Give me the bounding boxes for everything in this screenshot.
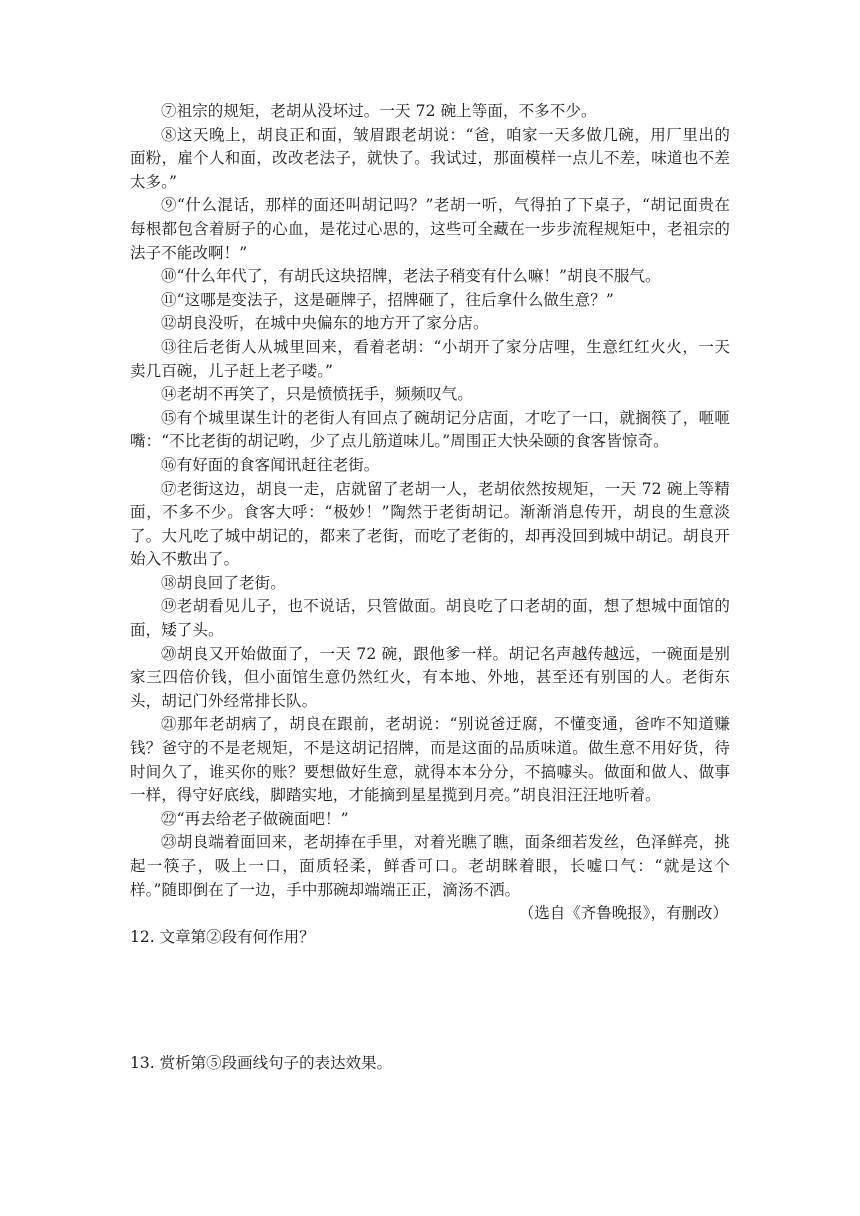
paragraph-14: ⑭老胡不再笑了，只是愤愤抚手，频频叹气。 [161,385,474,404]
paragraph-17: ⑰老街这边，胡良一走，店就留了老胡一人，老胡依然按规矩，一天 72 碗上等精面，不多不少。食客大呼：“极妙！”陶然于老街胡记。渐渐消息传开，胡良的生意淡了。大凡吃了城中胡记的，都来了老街，而吃了老街的，却再没回到城中胡记。胡良开始入不敷出了。 [130,479,730,569]
paragraph-20: ⑳胡良又开始做面了，一天 72 碗，跟他爹一样。胡记名声越传越远，一碗面是别家三四倍价钱，但小面馆生意仍然红火，有本地、外地，甚至还有别国的人。老街东头，胡记门外经常排长队。 [130,644,730,710]
paragraph-11: ⑪“这哪是变法子，这是砸牌子，招牌砸了，往后拿什么做生意？” [161,290,614,309]
paragraph-13: ⑬往后老街人从城里回来，看着老胡：“小胡开了家分店哩，生意红红火火，一天卖几百碗，儿子赶上老子喽。” [130,337,730,380]
story-excerpt [130,100,730,902]
paragraph-19: ⑲老胡看见儿子，也不说话，只管做面。胡良吃了口老胡的面，想了想城中面馆的面，矮了头。 [130,597,730,640]
paragraph-15: ⑮有个城里谋生计的老街人有回点了碗胡记分店面，才吃了一口，就搁筷了，咂咂嘴：“不比老街的胡记哟，少了点儿筋道味儿。”周围正大快朵颐的食客皆惊奇。 [130,408,730,451]
paragraph-9: ⑨“什么混话，那样的面还叫胡记吗？”老胡一听，气得拍了下桌子，“胡记面贵在每根都包含着厨子的心血，是花过心思的，这些可全藏在一步步流程规矩中，老祖宗的法子不能改啊！” [130,196,730,262]
paragraph-22: ㉒“再去给老子做碗面吧！” [161,809,349,828]
paragraph-7: ⑦祖宗的规矩，老胡从没坏过。一天 72 碗上等面，不多不少。 [161,102,597,120]
question-13: 13. 赏析第⑤段画线句子的表达效果。 [130,1054,393,1073]
answer-space-12 [130,949,730,1052]
paragraph-18: ⑱胡良回了老街。 [161,573,286,592]
paragraph-10: ⑩“什么年代了，有胡氏这块招牌，老法子稍变有什么嘛！”胡良不服气。 [161,267,661,286]
paragraph-23: ㉓胡良端着面回来，老胡捧在手里，对着光瞧了瞧，面条细若发丝，色泽鲜亮，挑起一筷子，吸上一口，面质轻柔，鲜香可口。老胡眯着眼，长嘘口气：“就是这个样。”随即倒在了一边，手中那碗却端端正正，滴汤不洒。 [130,833,730,899]
paragraph-21: ㉑那年老胡病了，胡良在跟前，老胡说：“别说爸迂腐，不懂变通，爸咋不知道赚钱？爸守的不是老规矩，不是这胡记招牌，而是这面的品质味道。做生意不用好货，待时间久了，谁买你的账？要想做好生意，就得本本分分，不搞噱头。做面和做人、做事一样，得守好底线，脚踏实地，才能摘到星星揽到月亮。”胡良泪汪汪地听着。 [130,715,730,805]
document-page [130,100,730,1076]
paragraph-8: ⑧这天晚上，胡良正和面，皱眉跟老胡说：“爸，咱家一天多做几碗，用厂里出的面粉，雇个人和面，改改老法子，就快了。我试过，那面模样一点儿不差，味道也不差太多。” [130,125,730,191]
paragraph-16: ⑯有好面的食客闻讯赶往老街。 [161,455,380,474]
source-citation: （选自《齐鲁晚报》，有删改） [518,904,728,923]
question-12: 12. 文章第②段有何作用？ [130,927,315,946]
paragraph-12: ⑫胡良没听，在城中央偏东的地方开了家分店。 [161,314,489,333]
